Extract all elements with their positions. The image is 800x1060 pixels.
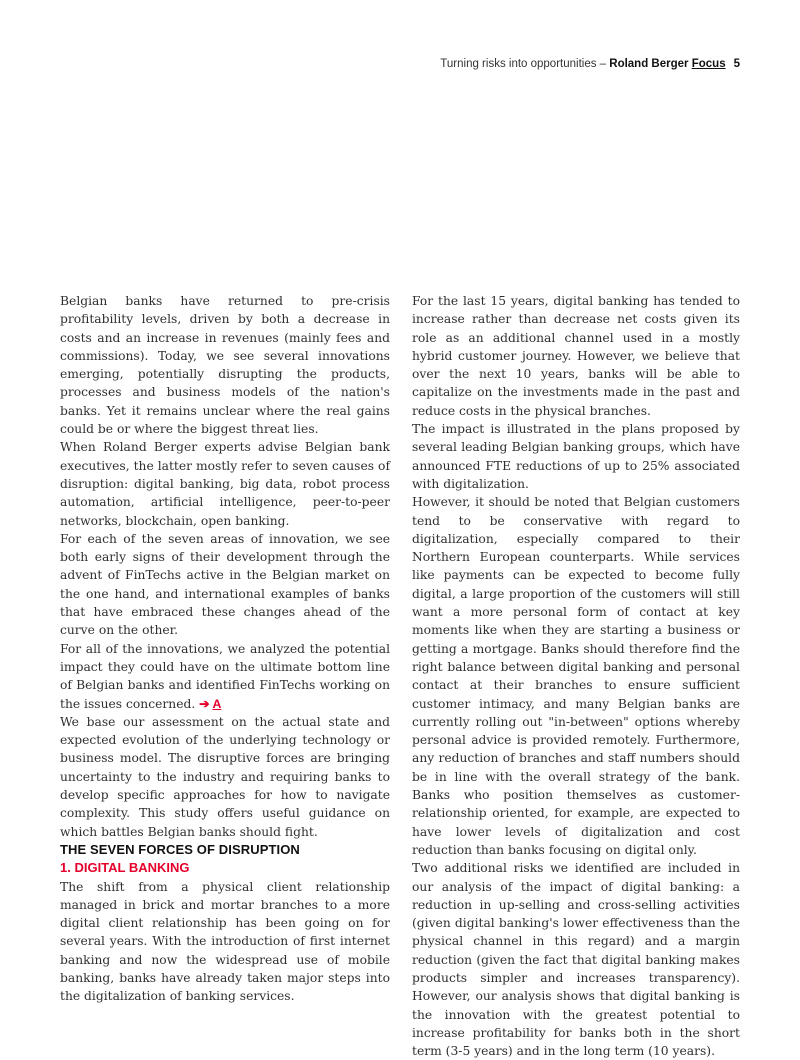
- sub-heading: 1. DIGITAL BANKING: [60, 860, 190, 876]
- paragraph: The impact is illustrated in the plans proposed by several leading Belgian banking groups, which have announced FTE reductions of up to 25% associated with digitalization.: [412, 422, 740, 491]
- paragraph: The shift from a physical client relationship managed in brick and mortar branches to a more digital client relationship has been going on for several years. With the introduction of first internet banking and now the widespread use of mobile banking, banks have already taken major steps into the digitalization of banking services.: [60, 879, 390, 1004]
- paragraph-with-ref: [60, 640, 390, 713]
- paragraph-text: For all of the innovations, we analyzed the potential impact they could have on the ultimate bottom line of Belgian banks and identified FinTechs working on the issues concerned.: [60, 641, 390, 711]
- paragraph: Two additional risks we identified are included in our analysis of the impact of digital banking: a reduction in up-selling and cross-selling activities (given digital banking's lower effectiveness than the physical channel in this regard) and a margin reduction (given the fact that digital banking makes products simpler and increases transparency). However, our analysis shows that digital banking is the innovation with the greatest potential to increase profitability for banks both in the short term (3-5 years) and in the long term (10 years).: [412, 861, 740, 1059]
- paragraph: When Roland Berger experts advise Belgian bank executives, the latter mostly refer to seven causes of disruption: digital banking, big data, robot process automation, artificial intelligence, peer-to-peer networks, blockchain, open banking.: [60, 440, 390, 528]
- exhibit-letter: A: [212, 696, 222, 711]
- header-brand: Roland Berger: [609, 58, 689, 70]
- paragraph: For the last 15 years, digital banking has tended to increase rather than decrease net costs given its role as an additional channel used in a mostly hybrid customer journey. However, we believe that over the next 10 years, banks will be able to capitalize on the investments made in the past and reduce costs in the physical branches.: [412, 294, 740, 418]
- header-title: Turning risks into opportunities –: [440, 58, 610, 70]
- right-column: [412, 292, 740, 1060]
- running-header: [440, 58, 740, 70]
- header-focus: Focus: [691, 58, 726, 70]
- paragraph: For each of the seven areas of innovation, we see both early signs of their development through the advent of FinTechs active in the Belgian market on the one hand, and international examples of banks that have embraced these changes ahead of the curve on the other.: [60, 531, 390, 638]
- paragraph: However, it should be noted that Belgian customers tend to be conservative with regard to digitalization, especially compared to their Northern European counterparts. While services like payments can be expected to become fully digital, a large proportion of the customers will still want a more personal form of contact at key moments like when they are starting a business or getting a mortgage. Banks should therefore find the right balance between digital banking and personal contact at their branches to ensure sufficient customer intimacy, and many Belgian banks are currently rolling out "in-between" options whereby personal advice is provided remotely. Furthermore, any reduction of branches and staff numbers should be in line with the overall strategy of the bank. Banks who position themselves as customer-relationship oriented, for example, are expected to have lower levels of digitalization and cost reduction than banks focusing on digital only.: [412, 495, 740, 857]
- paragraph: Belgian banks have returned to pre-crisis profitability levels, driven by both a decrease in costs and an increase in revenues (mainly fees and commissions). Today, we see several innovations emerging, potentially disrupting the products, processes and business models of the nation's banks. Yet it remains unclear where the real gains could be or where the biggest threat lies.: [60, 294, 390, 437]
- exhibit-a-link[interactable]: [199, 697, 221, 711]
- page-number: 5: [733, 58, 740, 70]
- paragraph: We base our assessment on the actual state and expected evolution of the underlying technology or business model. The disruptive forces are bringing uncertainty to the industry and requiring banks to develop specific approaches for how to navigate complexity. This study offers useful guidance on which battles Belgian banks should fight.: [60, 714, 390, 839]
- section-heading: THE SEVEN FORCES OF DISRUPTION: [60, 841, 300, 857]
- left-column: [60, 292, 390, 1006]
- arrow-right-icon: ➔: [199, 696, 213, 711]
